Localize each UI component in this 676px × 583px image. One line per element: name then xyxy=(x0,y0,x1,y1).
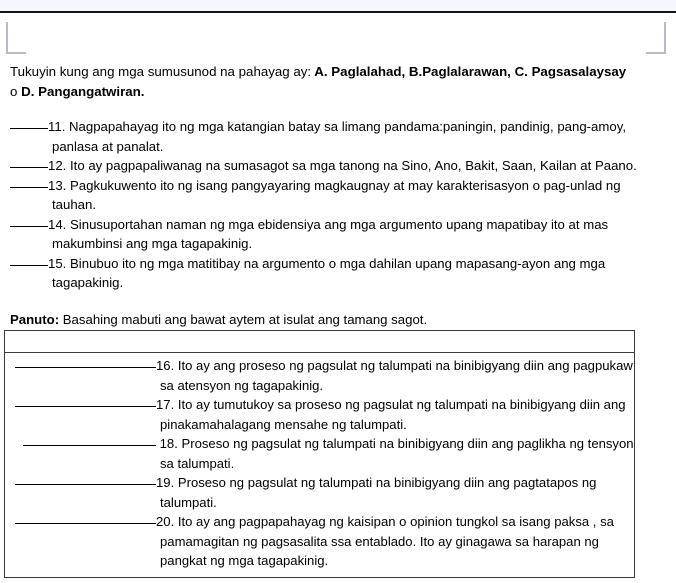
item-text: Ito ay pagpapaliwanag na sumasagot sa mga tanong na Sino, Ano, Bakit, Saan, Kailan at Paano. xyxy=(70,158,637,173)
item-text: Proseso ng pagsulat ng talumpati na binibigyang diin ang pagtatapos ng talumpati. xyxy=(160,475,597,510)
panuto-text: Basahing mabuti ang bawat aytem at isulat ang tamang sagot. xyxy=(59,312,428,327)
item-text: Pagkukuwento ito ng isang pangyayaring magkaugnay at may karakterisasyon o pag-unlad ng tauhan. xyxy=(52,177,621,212)
item-number: 16. xyxy=(156,358,175,373)
list-item xyxy=(10,215,662,254)
table-row xyxy=(8,434,634,473)
item-number: 14. xyxy=(48,216,67,232)
answer-blank[interactable] xyxy=(10,265,48,266)
item-number: 13. xyxy=(48,177,67,193)
instructions-intro xyxy=(10,62,662,102)
item-text: Ito ay ang proseso ng pagsulat ng talumpati na binibigyang diin ang pagpukaw sa atensyon ng tagapakinig. xyxy=(160,358,633,393)
panuto-label: Panuto: xyxy=(10,312,60,327)
table-body xyxy=(5,353,634,577)
table-row xyxy=(8,395,634,434)
answer-blank[interactable] xyxy=(15,367,156,368)
item-number: 19. xyxy=(156,475,175,490)
item-text: Sinusuportahan naman ng mga ebidensiya ang mga argumento upang mapatibay ito at mas makumbinsi ang mga tagapakinig. xyxy=(52,216,609,251)
list-item xyxy=(10,254,662,293)
answer-blank[interactable] xyxy=(10,187,48,188)
table-row xyxy=(8,356,634,395)
table-header-row xyxy=(5,331,634,353)
answer-blank[interactable] xyxy=(23,445,156,446)
intro-line2-plain: o xyxy=(10,84,22,99)
item-number: 20. xyxy=(156,514,175,529)
item-text: Nagpapahayag ito ng mga katangian batay sa limang pandama:paningin, pandinig, pang-amoy, panlasa at panalat. xyxy=(52,119,626,154)
item-number: 15. xyxy=(48,255,67,271)
intro-choices-bold: A. Paglalahad, B.Paglalarawan, C. Pagsasalaysay xyxy=(311,64,627,79)
answer-blank[interactable] xyxy=(10,128,48,129)
panuto-instruction xyxy=(10,311,662,329)
answer-blank[interactable] xyxy=(15,406,156,407)
list-item xyxy=(10,176,662,215)
intro-lead-text: Tukuyin kung ang mga sumusunod na pahayag ay: xyxy=(10,64,312,79)
answer-blank[interactable] xyxy=(10,167,48,168)
item-text: Ito ay ang pagpapahayag ng kaisipan o opinion tungkol sa isang paksa , sa pamamagitan ng pagsasalita ssa entablado. Ito ay ginagawa sa harapan ng pangkat ng mga tagapakinig. xyxy=(160,514,614,568)
item-number: 11. xyxy=(48,119,66,134)
intro-line2-bold: D. Pangangatwiran. xyxy=(21,84,145,99)
item-text: Binubuo ito ng mga matitibay na argumento o mga dahilan upang mapasang-ayon ang mga tagapakinig. xyxy=(52,255,606,290)
table-row xyxy=(8,473,634,512)
item-number: 18. xyxy=(159,436,178,451)
answer-blank[interactable] xyxy=(10,226,48,227)
item-text: Proseso ng pagsulat ng talumpati na binibigyang diin ang paglikha ng tensyon sa talumpati. xyxy=(160,436,634,471)
list-item xyxy=(10,156,662,176)
answer-blank[interactable] xyxy=(15,484,156,485)
item-number: 17. xyxy=(156,397,175,412)
question-list-11-15 xyxy=(10,117,662,293)
answer-table xyxy=(4,330,635,578)
item-text: Ito ay tumutukoy sa proseso ng pagsulat ng talumpati na binibigyang diin ang pinakamahalagang mensahe ng talumpati. xyxy=(160,397,626,432)
item-number: 12. xyxy=(48,158,67,173)
table-row xyxy=(8,512,634,571)
answer-blank[interactable] xyxy=(15,523,156,524)
list-item xyxy=(10,117,662,156)
